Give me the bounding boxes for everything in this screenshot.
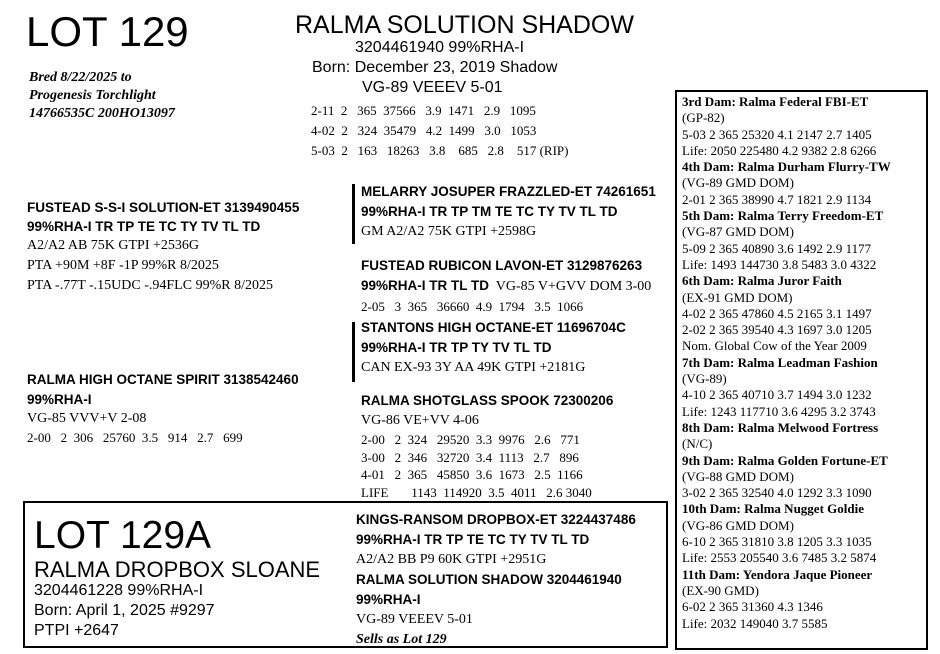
dam-detail: 5-03 2 365 25320 4.1 2147 2.7 1405 [682,126,872,142]
maternal-grandsire-line: CAN EX-93 3Y AA 49K GTPI +2181G [361,360,586,375]
paternal-grandsire-name: MELARRY JOSUPER FRAZZLED-ET 74261651 [361,184,656,199]
dam-detail: Life: 2050 225480 4.2 9382 2.8 6266 [682,142,877,158]
dam-detail: (VG-89 GMD DOM) [682,175,794,191]
dam-record: 2-00 2 306 25760 3.5 914 2.7 699 [27,430,243,445]
dam-detail: Life: 1243 117710 3.6 4295 3.2 3743 [682,403,876,419]
lot-a-name: RALMA DROPBOX SLOANE [34,557,321,582]
dam-detail: 5-09 2 365 40890 3.6 1492 2.9 1177 [682,240,872,256]
maternal-granddam-block [361,391,613,501]
dam-heading: 11th Dam: Yendora Jaque Pioneer [682,566,873,582]
paternal-granddam-codes: 99%RHA-I TR TL TD [361,278,490,293]
sire-block [27,198,299,296]
lot-a-box [23,501,668,648]
maternal-grandsire-codes: 99%RHA-I TR TP TY TV TL TD [361,340,552,355]
dam-detail: (EX-90 GMD) [682,582,759,598]
dam-detail: (EX-91 GMD DOM) [682,289,793,305]
sire-codes: 99%RHA-I TR TP TE TC TY TV TL TD [27,219,261,234]
dam-block [27,370,299,446]
dam-detail: (GP-82) [682,110,725,126]
record-row: 4-02 2 324 35479 4.2 1499 3.0 1053 [311,123,537,138]
animal-name: RALMA SOLUTION SHADOW [295,11,634,39]
dam-detail: Life: 1493 144730 3.8 5483 3.0 4322 [682,256,877,272]
breeding-info [29,69,175,123]
sire-name: FUSTEAD S-S-I SOLUTION-ET 3139490455 [27,200,300,215]
lot-a-dam-name: RALMA SOLUTION SHADOW 3204461940 [356,572,622,587]
breeding-line: Progenesis Torchlight [29,88,156,103]
paternal-grandsire-line: GM A2/A2 75K GTPI +2598G [361,224,537,239]
dams-list [682,94,891,632]
dam-detail: (VG-86 GMD DOM) [682,517,794,533]
dam-detail: (VG-88 GMD DOM) [682,468,794,484]
sire-line: A2/A2 AB 75K GTPI +2536G [27,238,200,253]
paternal-grandsire-codes: 99%RHA-I TR TP TM TE TC TY TV TL TD [361,204,618,219]
dam-detail: Life: 2032 149040 3.7 5585 [682,615,828,631]
maternal-granddam-score: VG-86 VE+VV 4-06 [361,413,479,428]
dam-heading: 3rd Dam: Ralma Federal FBI-ET [682,94,869,109]
record-row: 4-01 2 365 45850 3.6 1673 2.5 1166 [361,467,583,482]
dam-heading: 10th Dam: Ralma Nugget Goldie [682,501,864,517]
dam-detail: Nom. Global Cow of the Year 2009 [682,338,867,354]
dam-detail: (VG-89) [682,371,727,387]
dam-score: VG-85 VVV+V 2-08 [27,411,147,426]
dam-heading: 6th Dam: Ralma Juror Faith [682,273,842,289]
lot-a-dam-codes: 99%RHA-I [356,592,421,607]
record-row: 5-03 2 163 18263 3.8 685 2.8 517 (RIP) [311,143,569,158]
lot-title: LOT 129 [26,8,189,55]
dam-heading: 5th Dam: Ralma Terry Freedom-ET [682,208,884,224]
dam-codes: 99%RHA-I [27,392,92,407]
dam-heading: 9th Dam: Ralma Golden Fortune-ET [682,452,888,468]
animal-id: 3204461940 99%RHA-I [355,39,525,56]
paternal-granddam-record: 2-05 3 365 36660 4.9 1794 3.5 1066 [361,299,584,314]
paternal-granddam-codes-row [361,276,651,297]
lot-a-id: 3204461228 99%RHA-I [34,582,204,599]
lot-a-pedigree [356,510,636,650]
animal-born: Born: December 23, 2019 Shadow [312,59,558,76]
lot-a-note: Sells as Lot 129 [356,632,447,647]
lot-a-sire-codes: 99%RHA-I TR TP TE TC TY TV TL TD [356,532,590,547]
lot-a-ptpi: PTPI +2647 [34,622,119,639]
dam-detail: 4-02 2 365 47860 4.5 2165 3.1 1497 [682,305,872,321]
pedigree-bracket [352,322,355,382]
dam-detail: 6-02 2 365 31360 4.3 1346 [682,599,823,615]
pedigree-bracket [352,184,355,244]
breeding-line: 14766535C 200HO13097 [29,106,175,121]
lot-a-dam-line: VG-89 VEEEV 5-01 [356,612,473,627]
dam-detail: (N/C) [682,436,713,452]
dam-heading: 8th Dam: Ralma Melwood Fortress [682,419,879,435]
dam-detail: 4-10 2 365 40710 3.7 1494 3.0 1232 [682,387,872,403]
paternal-granddam-block [361,256,651,317]
dams-box [675,90,928,650]
paternal-granddam-score: VG-85 V+GVV DOM 3-00 [495,279,652,294]
dam-detail: 2-02 2 365 39540 4.3 1697 3.0 1205 [682,322,872,338]
record-row: 2-11 2 365 37566 3.9 1471 2.9 1095 [311,103,536,118]
dam-name: RALMA HIGH OCTANE SPIRIT 3138542460 [27,372,299,387]
animal-records [311,101,568,161]
record-row: 3-00 2 346 32720 3.4 1113 2.7 896 [361,449,579,465]
sire-line: PTA +90M +8F -1P 99%R 8/2025 [27,258,219,273]
lot-a-born: Born: April 1, 2025 #9297 [34,602,215,619]
maternal-grandsire-name: STANTONS HIGH OCTANE-ET 11696704C [361,320,626,335]
dam-detail: 6-10 2 365 31810 3.8 1205 3.3 1035 [682,534,872,550]
paternal-granddam-name: FUSTEAD RUBICON LAVON-ET 3129876263 [361,258,643,273]
lot-a-sire-name: KINGS-RANSOM DROPBOX-ET 3224437486 [356,512,636,527]
maternal-grandsire-block [361,318,626,378]
animal-score: VG-89 VEEEV 5-01 [362,79,503,96]
maternal-granddam-name: RALMA SHOTGLASS SPOOK 72300206 [361,393,614,408]
lot-a-title: LOT 129A [34,514,212,557]
breeding-line: Bred 8/22/2025 to [29,70,132,85]
paternal-grandsire-block [361,182,656,242]
dam-detail: Life: 2553 205540 3.6 7485 3.2 5874 [682,550,877,566]
dam-detail: 3-02 2 365 32540 4.0 1292 3.3 1090 [682,485,872,501]
dam-detail: (VG-87 GMD DOM) [682,224,794,240]
dam-heading: 7th Dam: Ralma Leadman Fashion [682,354,878,370]
record-row: 2-00 2 324 29520 3.3 9976 2.6 771 [361,432,580,447]
dam-detail: 2-01 2 365 38990 4.7 1821 2.9 1134 [682,191,872,207]
lot-a-sire-line: A2/A2 BB P9 60K GTPI +2951G [356,552,547,567]
sire-line: PTA -.77T -.15UDC -.94FLC 99%R 8/2025 [27,278,273,293]
record-row: LIFE 1143 114920 3.5 4011 2.6 3040 [361,484,592,500]
dam-heading: 4th Dam: Ralma Durham Flurry-TW [682,159,891,175]
